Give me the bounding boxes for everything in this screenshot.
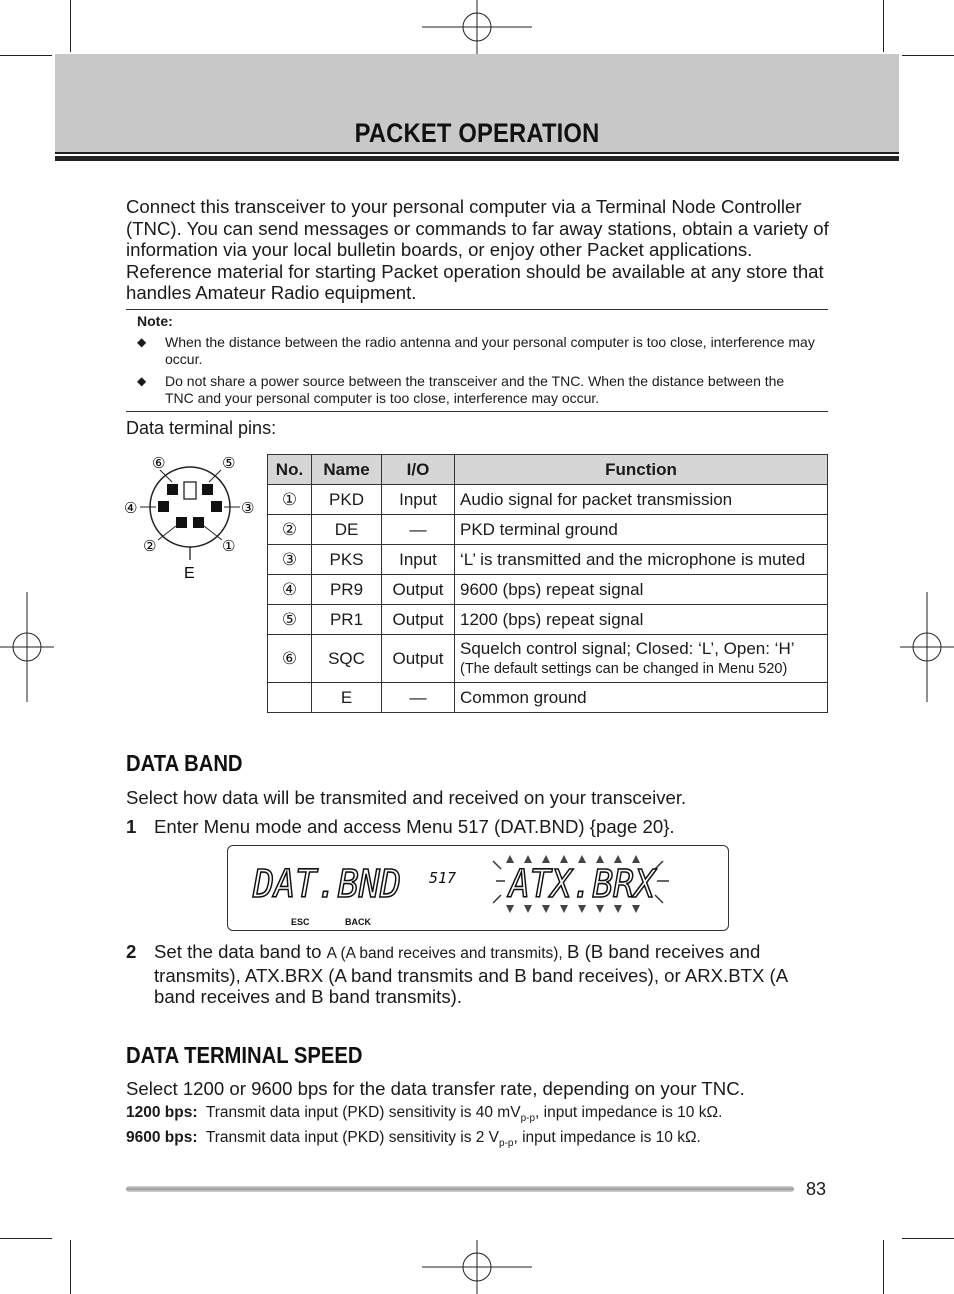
step-text: Enter Menu mode and access Menu 517 (DAT.BND) {page 20}. — [154, 816, 675, 837]
pin-2 — [176, 517, 187, 528]
col-name: Name — [312, 455, 382, 485]
registration-mark-right — [900, 592, 954, 702]
registration-mark-top — [422, 0, 532, 54]
cell-io: Input — [382, 545, 455, 575]
lcd-menu-number: 517 — [429, 869, 457, 887]
speed-text: , input impedance is 10 kΩ. — [535, 1104, 723, 1121]
pins-table — [267, 454, 828, 713]
cell-io: — — [382, 683, 455, 713]
page-title: PACKET OPERATION — [354, 118, 600, 148]
connector-diagram — [118, 450, 268, 585]
lcd-content — [227, 845, 729, 931]
pin-6-label: ⑥ — [152, 454, 166, 472]
cell-io: Output — [382, 575, 455, 605]
pins-label: Data terminal pins: — [126, 418, 277, 438]
footer-rule — [126, 1186, 794, 1192]
speed-text: Transmit data input (PKD) sensitivity is 40 mV — [205, 1104, 521, 1121]
cell-name: PR1 — [312, 605, 382, 635]
speed-sub: p-p — [520, 1113, 536, 1125]
connector-key — [184, 482, 196, 499]
pin-3 — [211, 501, 222, 512]
step-number: 2 — [126, 941, 137, 962]
pin-5-label: ⑤ — [222, 454, 236, 472]
header-rule-thin — [55, 152, 899, 154]
cell-no: ⑥ — [268, 635, 312, 683]
speed-label: 1200 bps: — [126, 1104, 198, 1121]
note-text: Do not share a power source between the transceiver and the TNC. When the distance between the TNC and your personal computer is too close, interference may occur. — [165, 373, 785, 406]
table-row — [268, 545, 828, 575]
header-rule-thick — [55, 156, 899, 161]
registration-mark-left — [0, 592, 54, 702]
table-row — [268, 605, 828, 635]
cell-io: Output — [382, 635, 455, 683]
cell-function — [455, 635, 828, 683]
blink-marks-bottom — [506, 905, 640, 913]
speed-sub: p-p — [499, 1138, 514, 1150]
cell-no: ③ — [268, 545, 312, 575]
cell-function: 9600 (bps) repeat signal — [455, 575, 828, 605]
cell-io: Output — [382, 605, 455, 635]
intro-paragraph: Connect this transceiver to your personal computer via a Terminal Node Controller (TNC). You can send messages or commands to far away stations, obtain a variety of information via your local bulletin boards, or enjoy other Packet applications. Reference material for starting Packet operation should be available at any store that handles Amateur Radio equipment. — [126, 196, 829, 303]
lcd-esc-label: ESC — [291, 917, 310, 927]
cell-function: PKD terminal ground — [455, 515, 828, 545]
cell-no: ② — [268, 515, 312, 545]
cell-no — [268, 683, 312, 713]
cell-name: PKD — [312, 485, 382, 515]
step-number: 1 — [126, 816, 137, 837]
cell-name: PKS — [312, 545, 382, 575]
registration-mark-bottom — [422, 1240, 532, 1294]
cell-function: Audio signal for packet transmission — [455, 485, 828, 515]
cell-name: SQC — [312, 635, 382, 683]
step-text-small: A (A band receives and transmits), — [326, 945, 568, 962]
table-row — [268, 635, 828, 683]
cell-function: Common ground — [455, 683, 828, 713]
table-header-row — [268, 455, 828, 485]
cell-name: E — [312, 683, 382, 713]
cell-no: ⑤ — [268, 605, 312, 635]
cell-io: Input — [382, 485, 455, 515]
cell-name: PR9 — [312, 575, 382, 605]
table-row — [268, 515, 828, 545]
pin-6 — [167, 484, 178, 495]
pin-1 — [193, 517, 204, 528]
pin-5 — [202, 484, 213, 495]
pin-3-label: ③ — [241, 499, 255, 517]
cell-function: 1200 (bps) repeat signal — [455, 605, 828, 635]
cell-no: ① — [268, 485, 312, 515]
speed-text: Transmit data input (PKD) sensitivity is 2 V — [205, 1129, 500, 1146]
data-band-desc: Select how data will be transmited and received on your transceiver. — [126, 787, 687, 808]
col-function: Function — [455, 455, 828, 485]
table-row — [268, 575, 828, 605]
table-row — [268, 485, 828, 515]
diamond-bullet-icon: ◆ — [137, 374, 147, 388]
pin-1-label: ① — [222, 537, 236, 555]
lcd-back-label: BACK — [345, 917, 371, 927]
col-io: I/O — [382, 455, 455, 485]
speed-row-1200 — [126, 1104, 722, 1124]
note-title: Note: — [137, 313, 173, 329]
speed-label: 9600 bps: — [126, 1129, 198, 1146]
pin-4-label: ④ — [124, 499, 138, 517]
data-band-heading: DATA BAND — [126, 750, 243, 776]
table-row — [268, 683, 828, 713]
speed-desc: Select 1200 or 9600 bps for the data transfer rate, depending on your TNC. — [126, 1078, 745, 1099]
cell-no: ④ — [268, 575, 312, 605]
lcd-menu-name: DAT.BND — [252, 862, 401, 906]
step-text — [154, 941, 826, 1008]
speed-heading: DATA TERMINAL SPEED — [126, 1042, 363, 1068]
function-note: (The default settings can be changed in Menu 520) — [460, 660, 788, 677]
cell-function: ‘L’ is transmitted and the microphone is muted — [455, 545, 828, 575]
speed-text: , input impedance is 10 kΩ. — [513, 1129, 701, 1146]
note-text: When the distance between the radio antenna and your personal computer is too close, interference may occur. — [165, 334, 815, 367]
step-text-part: Set the data band to — [154, 941, 327, 962]
lcd-setting-value: ATX.BRX — [507, 862, 657, 906]
cell-io: — — [382, 515, 455, 545]
step-text-part: B (B band receives and transmits), ATX.BRX (A band transmits and B band receives), or ARX.BTX (A band receives and B band transmits). — [154, 941, 788, 1007]
ground-label: E — [184, 565, 195, 582]
function-text: Squelch control signal; Closed: ‘L’, Open: ‘H’ — [460, 638, 795, 658]
diamond-bullet-icon: ◆ — [137, 335, 147, 349]
cell-name: DE — [312, 515, 382, 545]
pin-4 — [158, 501, 169, 512]
page-number: 83 — [806, 1179, 827, 1199]
speed-row-9600 — [126, 1129, 701, 1149]
col-no: No. — [268, 455, 312, 485]
pin-2-label: ② — [143, 537, 157, 555]
